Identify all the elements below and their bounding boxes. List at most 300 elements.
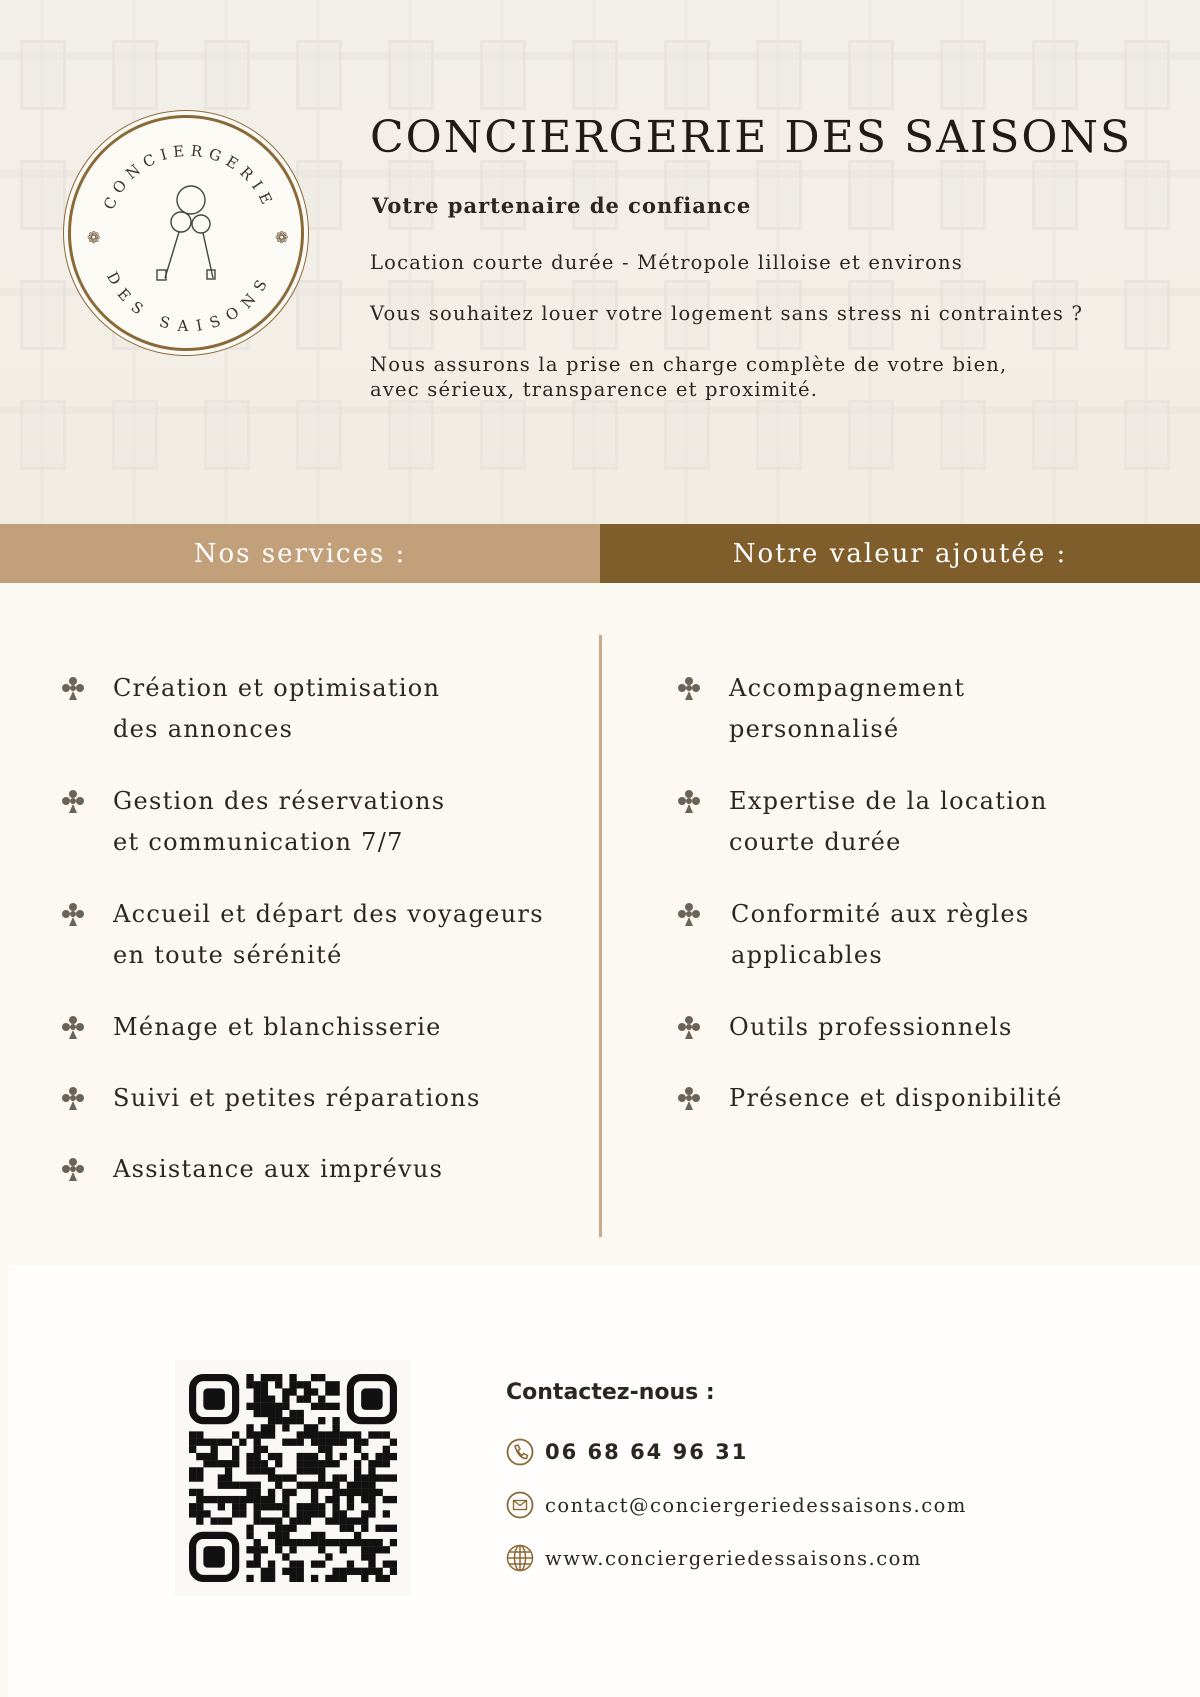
qr-module [311,1424,318,1431]
qr-module [354,1474,361,1481]
qr-module [218,1460,225,1467]
qr-module [311,1439,318,1446]
qr-module [203,1510,210,1517]
qr-module [189,1467,196,1474]
qr-module [289,1575,296,1582]
qr-module [189,1474,196,1481]
qr-module [246,1460,253,1467]
qr-module [282,1489,289,1496]
keys-emblem-icon [71,118,307,354]
qr-module [347,1517,354,1524]
qr-module [246,1525,253,1532]
value-item [674,781,1048,863]
qr-module [268,1453,275,1460]
qr-module [275,1453,282,1460]
qr-module [297,1510,304,1517]
qr-module [268,1424,275,1431]
qr-module [375,1539,382,1546]
qr-module [218,1482,225,1489]
qr-module [325,1388,332,1395]
qr-module [325,1539,332,1546]
qr-module [318,1439,325,1446]
qr-module [318,1474,325,1481]
qr-module [390,1496,397,1503]
qr-module [289,1374,296,1381]
contact-email[interactable] [506,1491,967,1519]
qr-module [289,1539,296,1546]
question-text: Vous souhaitez louer votre logement sans stress ni contraintes ? [370,302,1084,325]
qr-module [311,1374,318,1381]
qr-module [361,1482,368,1489]
qr-module [254,1510,261,1517]
qr-module [261,1446,268,1453]
qr-module [232,1446,239,1453]
qr-module [354,1489,361,1496]
item-text: Expertise de la location [729,787,1048,815]
qr-module [282,1532,289,1539]
qr-module [246,1374,253,1381]
qr-module [261,1467,268,1474]
qr-module [383,1510,390,1517]
qr-module [282,1503,289,1510]
contact-phone[interactable] [506,1438,748,1466]
qr-module [254,1496,261,1503]
qr-module [325,1575,332,1582]
item-text: Accompagnement [729,674,966,702]
qr-module [189,1503,196,1510]
qr-module [282,1417,289,1424]
qr-module [203,1439,210,1446]
qr-module [254,1396,261,1403]
item-text: des annonces [113,715,294,743]
qr-module [268,1489,275,1496]
qr-module [383,1446,390,1453]
qr-module [311,1532,318,1539]
phone-icon [506,1438,534,1466]
qr-module [261,1517,268,1524]
header [0,0,1200,524]
qr-module [325,1553,332,1560]
globe-icon [506,1544,534,1572]
qr-module [232,1510,239,1517]
qr-module [196,1467,203,1474]
qr-module [289,1439,296,1446]
qr-module [311,1403,318,1410]
qr-module [203,1496,210,1503]
qr-module [246,1453,253,1460]
qr-module [189,1489,196,1496]
qr-module [390,1474,397,1481]
qr-module [368,1489,375,1496]
qr-module [268,1560,275,1567]
qr-module [368,1503,375,1510]
qr-module [275,1503,282,1510]
qr-module [304,1539,311,1546]
qr-module [268,1517,275,1524]
qr-module [211,1460,218,1467]
ornament-bullet-icon [58,673,88,703]
qr-module [289,1489,296,1496]
qr-module [225,1439,232,1446]
qr-module [332,1439,339,1446]
qr-module [361,1517,368,1524]
qr-module [347,1560,354,1567]
qr-module [361,1525,368,1532]
qr-module [375,1489,382,1496]
svg-text:❁: ❁ [275,228,289,247]
qr-module [211,1496,218,1503]
item-text: Ménage et blanchisserie [113,1013,442,1041]
qr-module [375,1474,382,1481]
qr-module [203,1453,210,1460]
qr-module [261,1568,268,1575]
qr-module [325,1482,332,1489]
qr-module [332,1431,339,1438]
qr-module [383,1496,390,1503]
qr-module [225,1482,232,1489]
qr-module [340,1431,347,1438]
value-item [674,1007,1013,1048]
qr-module [390,1560,397,1567]
item-text: Assistance aux imprévus [113,1155,444,1183]
qr-module [275,1517,282,1524]
qr-module [268,1474,275,1481]
qr-module [246,1403,253,1410]
qr-module [390,1539,397,1546]
qr-module [347,1431,354,1438]
item-text: Accueil et départ des voyageurs [113,900,544,928]
qr-module [318,1396,325,1403]
qr-module [282,1539,289,1546]
qr-module [311,1489,318,1496]
qr-module [347,1503,354,1510]
qr-module [347,1496,354,1503]
qr-module [304,1510,311,1517]
qr-module [383,1474,390,1481]
qr-module [196,1439,203,1446]
qr-module [254,1388,261,1395]
qr-module [361,1474,368,1481]
qr-module [368,1482,375,1489]
qr-module [318,1546,325,1553]
qr-module [304,1482,311,1489]
qr-module [254,1446,261,1453]
qr-module [390,1453,397,1460]
qr-module [225,1474,232,1481]
qr-module [254,1482,261,1489]
qr-module [311,1482,318,1489]
qr-module [275,1410,282,1417]
qr-module [325,1517,332,1524]
qr-module [297,1482,304,1489]
qr-module [375,1453,382,1460]
qr-module [282,1439,289,1446]
qr-module [254,1539,261,1546]
qr-module [375,1460,382,1467]
qr-module [383,1453,390,1460]
value-item [674,668,965,750]
qr-module [325,1453,332,1460]
qr-module [375,1525,382,1532]
qr-module [354,1460,361,1467]
qr-module [289,1410,296,1417]
qr-module [189,1446,196,1453]
qr-module [361,1496,368,1503]
qr-module [254,1560,261,1567]
qr-module [332,1417,339,1424]
qr-module [232,1503,239,1510]
qr-module [218,1517,225,1524]
qr-module [268,1467,275,1474]
ornament-bullet-icon [58,899,88,929]
qr-module [254,1553,261,1560]
qr-module [282,1496,289,1503]
qr-module [246,1496,253,1503]
qr-module [268,1374,275,1381]
qr-module [332,1496,339,1503]
qr-module [218,1503,225,1510]
qr-module [254,1517,261,1524]
email-address: contact@conciergeriedessaisons.com [545,1493,967,1517]
qr-module [318,1431,325,1438]
qr-module [261,1496,268,1503]
qr-module [225,1460,232,1467]
qr-module [318,1446,325,1453]
qr-module [297,1381,304,1388]
qr-module [275,1539,282,1546]
qr-module [311,1467,318,1474]
qr-module [340,1525,347,1532]
qr-module [211,1439,218,1446]
qr-module [254,1489,261,1496]
qr-module [304,1467,311,1474]
qr-module [354,1532,361,1539]
qr-module [332,1474,339,1481]
qr-module [368,1568,375,1575]
ornament-bullet-icon [58,786,88,816]
qr-module [354,1446,361,1453]
qr-module [354,1539,361,1546]
qr-module [318,1532,325,1539]
qr-module [282,1510,289,1517]
qr-module [340,1453,347,1460]
qr-module [297,1503,304,1510]
ornament-bullet-icon [674,673,704,703]
item-text: courte durée [729,828,902,856]
ornament-bullet-icon [58,1012,88,1042]
qr-module [297,1439,304,1446]
qr-module [332,1503,339,1510]
qr-module [254,1381,261,1388]
qr-module [254,1546,261,1553]
qr-module [325,1460,332,1467]
qr-module [289,1517,296,1524]
qr-module [275,1374,282,1381]
qr-module [361,1439,368,1446]
qr-module [361,1539,368,1546]
qr-module [232,1482,239,1489]
qr-module [325,1431,332,1438]
item-text: Gestion des réservations [113,787,446,815]
qr-module [218,1474,225,1481]
qr-module [354,1517,361,1524]
svg-text:CONCIERGERIE: CONCIERGERIE [99,141,279,213]
qr-module [282,1525,289,1532]
ornament-bullet-icon [674,1083,704,1113]
qr-module [361,1553,368,1560]
qr-module [268,1532,275,1539]
qr-module [311,1388,318,1395]
qr-module [325,1496,332,1503]
qr-module [332,1568,339,1575]
description-line-2: avec sérieux, transparence et proximité. [370,378,819,401]
qr-module [218,1496,225,1503]
qr-module [368,1496,375,1503]
qr-module [254,1431,261,1438]
qr-module [289,1474,296,1481]
qr-module [211,1446,218,1453]
qr-module [211,1517,218,1524]
qr-module [347,1525,354,1532]
qr-module [275,1403,282,1410]
qr-module [225,1517,232,1524]
qr-module [297,1460,304,1467]
qr-module [268,1417,275,1424]
qr-module [261,1410,268,1417]
qr-module [361,1568,368,1575]
qr-module [254,1410,261,1417]
section-headers [0,524,1200,583]
qr-module [297,1453,304,1460]
qr-module [289,1546,296,1553]
qr-module [275,1417,282,1424]
qr-module [368,1539,375,1546]
qr-module [340,1474,347,1481]
qr-module [311,1460,318,1467]
qr-module [282,1403,289,1410]
qr-module [297,1431,304,1438]
qr-module [304,1517,311,1524]
qr-module [289,1417,296,1424]
qr-module [289,1568,296,1575]
qr-module [275,1525,282,1532]
qr-module [332,1482,339,1489]
qr-module [361,1453,368,1460]
qr-module [340,1510,347,1517]
qr-module [297,1417,304,1424]
qr-module [383,1460,390,1467]
qr-module [390,1439,397,1446]
qr-module [340,1489,347,1496]
item-text: applicables [731,941,883,969]
qr-module [189,1510,196,1517]
qr-module [340,1539,347,1546]
qr-module [261,1431,268,1438]
qr-module [304,1453,311,1460]
qr-module [318,1539,325,1546]
qr-module [368,1460,375,1467]
qr-module [225,1467,232,1474]
qr-module [318,1403,325,1410]
service-item [58,781,445,863]
qr-module [261,1388,268,1395]
qr-module [261,1575,268,1582]
qr-module [289,1525,296,1532]
qr-module [261,1460,268,1467]
qr-module [332,1381,339,1388]
qr-module [304,1424,311,1431]
qr-module [282,1474,289,1481]
ornament-bullet-icon [58,1154,88,1184]
qr-module [218,1439,225,1446]
item-text: Création et optimisation [113,674,441,702]
qr-module [311,1431,318,1438]
service-item [58,1149,443,1190]
qr-module [347,1568,354,1575]
qr-module [297,1539,304,1546]
qr-module [383,1575,390,1582]
qr-module [297,1560,304,1567]
qr-module [354,1439,361,1446]
qr-module [311,1560,318,1567]
qr-module [289,1560,296,1567]
contact-heading: Contactez-nous : [506,1380,715,1405]
qr-module [368,1553,375,1560]
qr-module [254,1467,261,1474]
qr-module [282,1424,289,1431]
qr-module [211,1453,218,1460]
qr-module [275,1532,282,1539]
qr-module [268,1396,275,1403]
qr-module [325,1381,332,1388]
item-text: personnalisé [729,715,900,743]
qr-module [318,1467,325,1474]
qr-module [275,1482,282,1489]
qr-module [246,1431,253,1438]
qr-module [196,1510,203,1517]
qr-module [268,1431,275,1438]
qr-module [254,1439,261,1446]
qr-module [304,1388,311,1395]
qr-module [304,1460,311,1467]
qr-module [325,1446,332,1453]
qr-module [232,1496,239,1503]
qr-module [268,1410,275,1417]
item-text: en toute sérénité [113,941,343,969]
contact-website[interactable] [506,1544,922,1572]
qr-module [332,1460,339,1467]
qr-module [368,1431,375,1438]
service-item [58,1078,481,1119]
qr-module [246,1467,253,1474]
qr-module [354,1482,361,1489]
qr-module [246,1560,253,1567]
qr-module [340,1546,347,1553]
qr-module [268,1575,275,1582]
qr-module [347,1489,354,1496]
qr-module [383,1525,390,1532]
qr-module [261,1396,268,1403]
qr-module [340,1439,347,1446]
qr-module [275,1460,282,1467]
service-item [58,1007,442,1048]
qr-module [383,1431,390,1438]
qr-code[interactable] [175,1360,411,1596]
qr-module [232,1460,239,1467]
website-url: www.conciergeriedessaisons.com [545,1546,922,1570]
qr-module [297,1396,304,1403]
qr-module [332,1403,339,1410]
